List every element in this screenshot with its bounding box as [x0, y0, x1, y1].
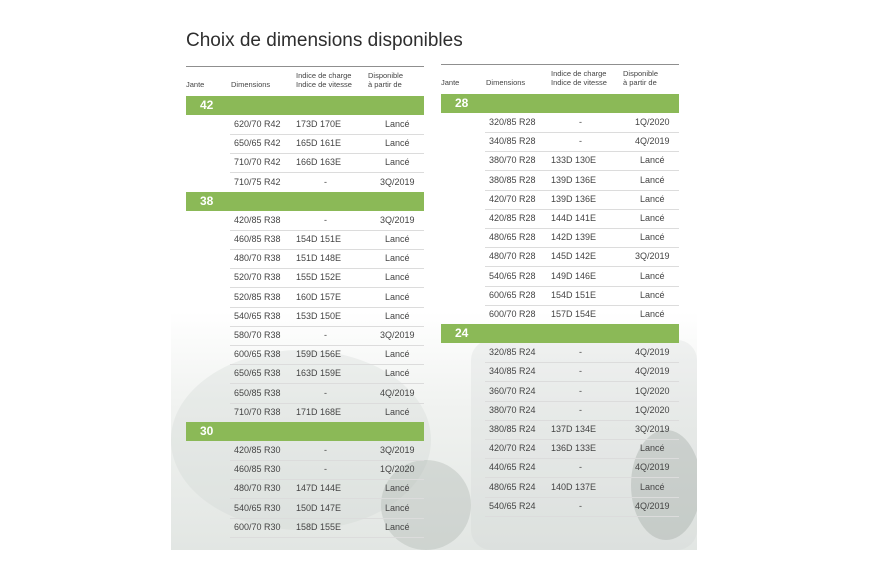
table-row — [230, 499, 424, 519]
cell-disponible: Lancé — [385, 272, 410, 283]
cell-disponible: Lancé — [385, 483, 410, 494]
rim-group-band — [441, 324, 679, 343]
cell-indice: - — [324, 330, 327, 340]
cell-disponible: Lancé — [640, 270, 665, 281]
table-row — [485, 305, 679, 325]
cell-disponible: Lancé — [385, 368, 410, 379]
table-row — [230, 230, 424, 250]
cell-indice: 150D 147E — [296, 502, 342, 513]
cell-dimension: 380/70 R28 — [489, 155, 536, 166]
cell-dimension: 480/70 R30 — [234, 483, 281, 494]
cell-dimension: 600/65 R28 — [489, 289, 536, 300]
table-row — [230, 268, 424, 288]
table-row — [485, 151, 679, 171]
cell-indice: - — [324, 176, 327, 187]
cell-indice: 155D 152E — [296, 272, 342, 283]
header-a-partir-de: à partir de — [368, 80, 402, 89]
cell-disponible: 4Q/2019 — [635, 462, 670, 473]
table-header — [441, 64, 679, 97]
cell-dimension: 480/65 R28 — [489, 232, 536, 243]
cell-dimension: 580/70 R38 — [234, 330, 281, 340]
cell-indice: - — [324, 445, 327, 455]
cell-disponible: 3Q/2019 — [380, 176, 415, 187]
cell-disponible: Lancé — [640, 481, 665, 492]
table-row — [485, 132, 679, 152]
cell-dimension: 340/85 R24 — [489, 366, 536, 377]
header-jante: Jante — [441, 78, 460, 87]
table-row — [230, 479, 424, 499]
table-row — [230, 211, 424, 231]
cell-disponible: Lancé — [640, 193, 665, 204]
cell-dimension: 380/85 R24 — [489, 424, 536, 434]
cell-indice: - — [579, 347, 582, 358]
table-row — [230, 460, 424, 480]
cell-disponible: 4Q/2019 — [635, 136, 670, 147]
cell-disponible: Lancé — [385, 502, 410, 513]
cell-dimension: 710/75 R42 — [234, 176, 281, 187]
cell-indice: 159D 156E — [296, 349, 342, 360]
table-row — [230, 518, 424, 538]
cell-disponible: Lancé — [640, 309, 665, 319]
cell-dimension: 520/70 R38 — [234, 272, 281, 283]
cell-indice: 139D 136E — [551, 193, 597, 204]
cell-dimension: 360/70 R24 — [489, 385, 536, 396]
cell-disponible: Lancé — [385, 349, 410, 360]
cell-dimension: 420/85 R38 — [234, 214, 281, 225]
table-row — [485, 382, 679, 402]
cell-disponible: Lancé — [640, 155, 665, 166]
table-row — [485, 190, 679, 210]
cell-indice: 149D 146E — [551, 270, 597, 281]
cell-dimension: 420/70 R24 — [489, 443, 536, 454]
header-jante: Jante — [186, 80, 205, 89]
cell-indice: 154D 151E — [551, 289, 597, 300]
cell-disponible: Lancé — [640, 443, 665, 454]
cell-indice: 140D 137E — [551, 481, 597, 492]
rim-group-band — [441, 94, 679, 113]
cell-indice: - — [579, 366, 582, 377]
cell-dimension: 460/85 R30 — [234, 464, 281, 475]
cell-dimension: 320/85 R24 — [489, 347, 536, 358]
cell-dimension: 420/85 R30 — [234, 445, 281, 455]
cell-dimension: 600/70 R28 — [489, 309, 536, 319]
cell-indice: 165D 161E — [296, 138, 342, 149]
table-row — [485, 286, 679, 306]
cell-disponible: 1Q/2020 — [635, 117, 670, 127]
cell-disponible: Lancé — [385, 291, 410, 302]
table-row — [230, 153, 424, 173]
cell-dimension: 650/85 R38 — [234, 387, 281, 398]
table-row — [230, 249, 424, 269]
cell-dimension: 420/85 R28 — [489, 213, 536, 223]
header-dimensions: Dimensions — [486, 78, 526, 87]
cell-disponible: Lancé — [385, 157, 410, 168]
cell-disponible: Lancé — [385, 119, 410, 129]
table-row — [485, 362, 679, 382]
table-row — [230, 288, 424, 308]
table-row — [485, 458, 679, 478]
cell-disponible: Lancé — [640, 213, 665, 223]
cell-indice: 160D 157E — [296, 291, 342, 302]
cell-dimension: 380/85 R28 — [489, 174, 536, 185]
cell-disponible: 4Q/2019 — [635, 500, 670, 511]
cell-disponible: Lancé — [640, 232, 665, 243]
cell-indice: 171D 168E — [296, 406, 342, 417]
rim-group-label: 24 — [455, 326, 469, 341]
cell-indice: - — [579, 136, 582, 147]
rim-group-label: 38 — [200, 193, 214, 208]
cell-disponible: 1Q/2020 — [635, 404, 670, 415]
cell-dimension: 710/70 R42 — [234, 157, 281, 168]
cell-dimension: 600/70 R30 — [234, 521, 281, 532]
cell-dimension: 540/65 R24 — [489, 500, 536, 511]
cell-disponible: Lancé — [385, 406, 410, 417]
table-row — [230, 345, 424, 365]
cell-indice: 136D 133E — [551, 443, 597, 454]
cell-disponible: 4Q/2019 — [635, 366, 670, 377]
table-row — [230, 403, 424, 423]
header-indice-vitesse: Indice de vitesse — [551, 78, 607, 87]
rim-group-label: 28 — [455, 96, 469, 110]
cell-disponible: Lancé — [640, 289, 665, 300]
table-row — [230, 384, 424, 404]
table-row — [230, 307, 424, 327]
cell-indice: 139D 136E — [551, 174, 597, 185]
cell-dimension: 710/70 R38 — [234, 406, 281, 417]
table-row — [485, 228, 679, 248]
rim-group-label: 42 — [200, 98, 214, 112]
table-row — [485, 113, 679, 133]
cell-dimension: 440/65 R24 — [489, 462, 536, 473]
cell-indice: 166D 163E — [296, 157, 342, 168]
cell-indice: 133D 130E — [551, 155, 597, 166]
rim-group-band — [186, 96, 424, 115]
cell-disponible: 4Q/2019 — [635, 347, 670, 358]
cell-indice: 157D 154E — [551, 309, 597, 319]
table-row — [485, 478, 679, 498]
table-row — [485, 343, 679, 363]
cell-indice: 144D 141E — [551, 213, 597, 223]
cell-indice: - — [579, 462, 582, 473]
rim-group-band — [186, 192, 424, 211]
cell-indice: 173D 170E — [296, 119, 342, 129]
table-row — [485, 267, 679, 287]
cell-disponible: 3Q/2019 — [380, 330, 415, 340]
table-row — [485, 209, 679, 229]
cell-disponible: Lancé — [640, 174, 665, 185]
cell-indice: 151D 148E — [296, 253, 342, 264]
table-row — [485, 420, 679, 440]
cell-dimension: 420/70 R28 — [489, 193, 536, 204]
cell-indice: 147D 144E — [296, 483, 342, 494]
header-dimensions: Dimensions — [231, 80, 271, 89]
cell-indice: 163D 159E — [296, 368, 342, 379]
header-indice-vitesse: Indice de vitesse — [296, 80, 352, 89]
table-row — [485, 497, 679, 517]
cell-indice: 142D 139E — [551, 232, 597, 243]
cell-indice: 145D 142E — [551, 251, 597, 262]
cell-dimension: 650/65 R42 — [234, 138, 281, 149]
table-header — [186, 66, 424, 99]
cell-dimension: 380/70 R24 — [489, 404, 536, 415]
cell-dimension: 340/85 R28 — [489, 136, 536, 147]
cell-indice: - — [324, 464, 327, 475]
cell-dimension: 540/65 R38 — [234, 310, 281, 321]
cell-indice: - — [579, 385, 582, 396]
cell-indice: 153D 150E — [296, 310, 342, 321]
table-row — [230, 364, 424, 384]
cell-dimension: 540/65 R28 — [489, 270, 536, 281]
cell-dimension: 480/70 R38 — [234, 253, 281, 264]
cell-dimension: 600/65 R38 — [234, 349, 281, 360]
cell-dimension: 480/70 R28 — [489, 251, 536, 262]
table-row — [230, 134, 424, 154]
rim-group-label: 30 — [200, 424, 214, 438]
cell-dimension: 320/85 R28 — [489, 117, 536, 127]
table-row — [485, 171, 679, 191]
cell-disponible: Lancé — [385, 138, 410, 149]
table-row — [485, 439, 679, 459]
cell-indice: 137D 134E — [551, 424, 597, 434]
cell-dimension: 460/85 R38 — [234, 234, 281, 244]
cell-disponible: 3Q/2019 — [635, 251, 670, 262]
cell-dimension: 520/85 R38 — [234, 291, 281, 302]
rim-group-band — [186, 422, 424, 441]
cell-indice: 158D 155E — [296, 521, 342, 532]
cell-disponible: 4Q/2019 — [380, 387, 415, 398]
cell-disponible: 1Q/2020 — [380, 464, 415, 475]
cell-dimension: 650/65 R38 — [234, 368, 281, 379]
table-row — [230, 326, 424, 346]
cell-indice: - — [324, 387, 327, 398]
cell-disponible: 1Q/2020 — [635, 385, 670, 396]
header-disponible: Disponible — [623, 69, 659, 78]
cell-disponible: 3Q/2019 — [380, 445, 415, 455]
cell-disponible: 3Q/2019 — [635, 424, 670, 434]
cell-indice: - — [579, 404, 582, 415]
cell-dimension: 480/65 R24 — [489, 481, 536, 492]
header-a-partir-de: à partir de — [623, 78, 657, 87]
cell-indice: - — [579, 117, 582, 127]
page-title: Choix de dimensions disponibles — [186, 30, 463, 51]
table-row — [230, 115, 424, 135]
cell-indice: - — [324, 214, 327, 225]
table-row — [485, 247, 679, 267]
cell-disponible: Lancé — [385, 521, 410, 532]
cell-dimension: 540/65 R30 — [234, 502, 281, 513]
table-row — [230, 173, 424, 193]
cell-disponible: Lancé — [385, 253, 410, 264]
cell-disponible: 3Q/2019 — [380, 214, 415, 225]
cell-indice: 154D 151E — [296, 234, 342, 244]
cell-dimension: 620/70 R42 — [234, 119, 281, 129]
cell-indice: - — [579, 500, 582, 511]
header-indice-charge: Indice de charge — [551, 69, 607, 78]
table-row — [485, 401, 679, 421]
cell-disponible: Lancé — [385, 310, 410, 321]
cell-disponible: Lancé — [385, 234, 410, 244]
table-row — [230, 441, 424, 461]
header-disponible: Disponible — [368, 71, 404, 80]
header-indice-charge: Indice de charge — [296, 71, 352, 80]
